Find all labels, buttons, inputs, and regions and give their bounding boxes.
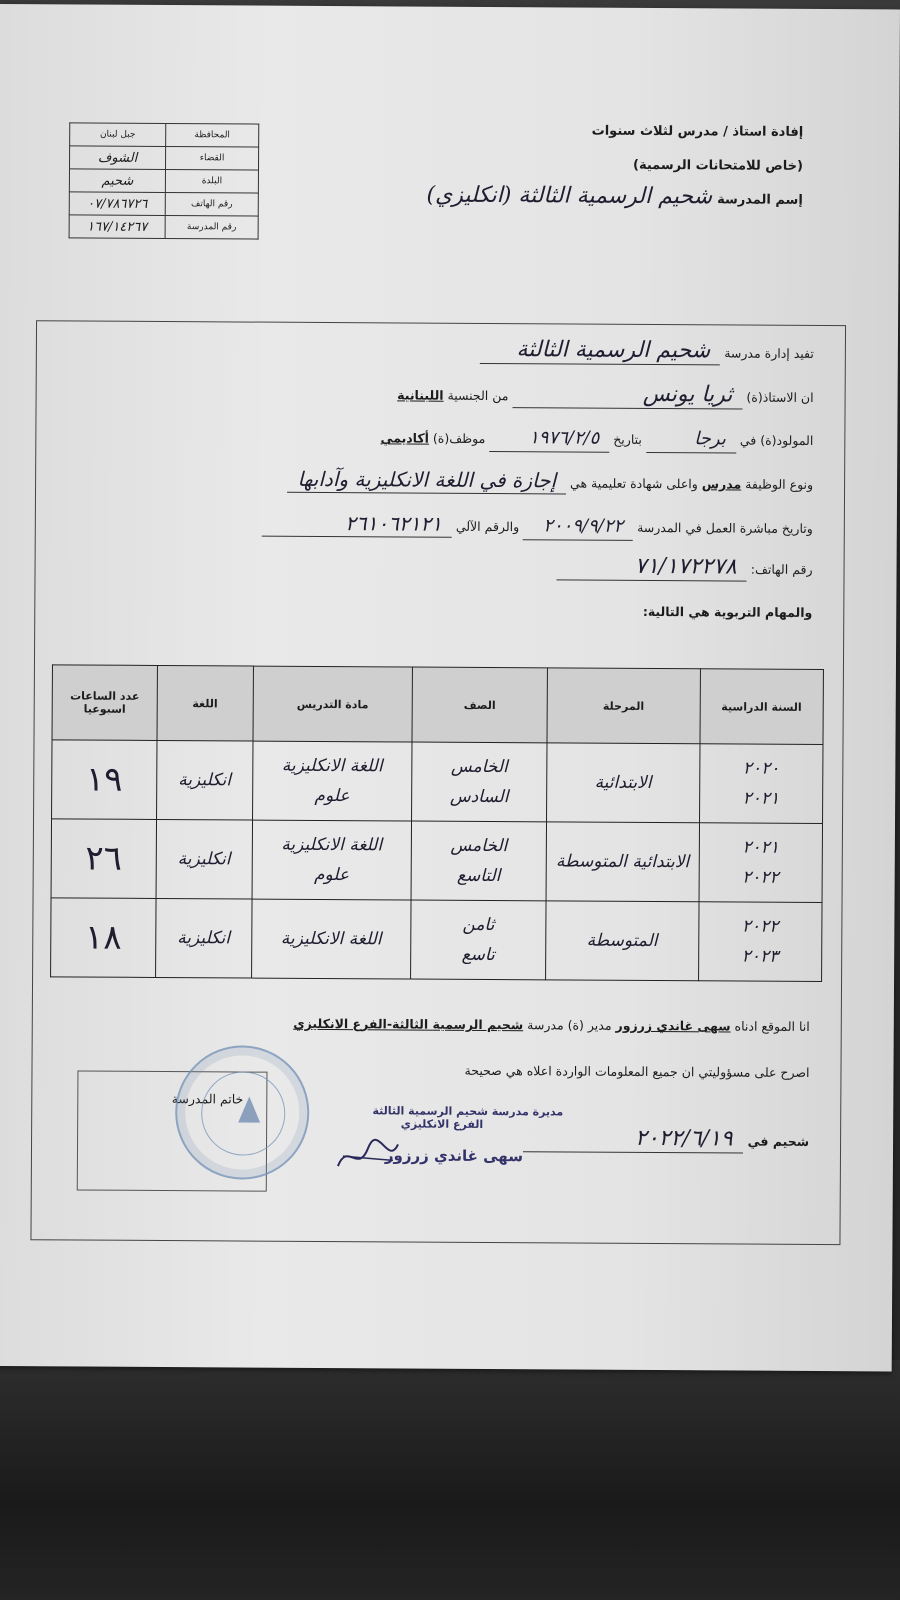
year-end: ٢٠٢٣ [741,946,779,967]
employee-type: أكاديمي [380,430,430,446]
declaration-middle: مدير (ة) مدرسة [527,1017,612,1033]
column-header: اللغة [157,665,253,741]
year-cell [699,823,823,903]
document-subtitle: (خاص للامتحانات الرسمية) [632,157,804,174]
job-type-label: ونوع الوظيفة [745,476,814,492]
class-second: تاسع [461,944,495,966]
stage-cell: المتوسطة [546,901,699,981]
year-start: ٢٠٢٠ [742,758,780,779]
start-date-label: وتاريخ مباشرة العمل في المدرسة [637,519,813,536]
birth-date: ١٩٧٦/٢/٥ [489,425,609,453]
signature-scribble-icon [333,1136,403,1176]
class-first: ثامن [462,914,495,936]
body-line-job [287,466,813,496]
column-header: المرحلة [547,668,700,744]
document-title: إفادة استاذ / مدرس لثلاث سنوات [591,123,804,140]
certificate-label: واعلى شهادة تعليمية هي [570,475,698,492]
signing-date: ٢٠٢٢/٦/١٩ [523,1125,743,1153]
signature-name: سهى غاندي زرزور [384,1146,524,1166]
background-surface [0,1360,900,1600]
school-label: إسم المدرسة [717,192,803,208]
birth-date-label: بتاريخ [613,431,642,447]
body-line-birth [380,424,813,454]
school-name-line [426,183,802,210]
subject-first: اللغة الانكليزية [281,834,383,856]
subject-cell [252,820,412,900]
table-row [52,740,823,824]
stage-cell: الابتدائية المتوسطة [546,822,699,902]
official-seal [175,1045,310,1180]
hours-cell: ١٨ [51,898,156,978]
year-cell [699,744,823,824]
director-name: سهى غاندي زرزور [615,1017,731,1034]
column-header: مادة التدريس [253,666,413,742]
phone-label: رقم الهاتف: [750,561,813,577]
duties-table [50,664,824,982]
info-value: جبل لبنان [70,123,166,147]
table-row [69,169,258,193]
stage-cell: الابتدائية [547,743,700,823]
subject-first: اللغة الانكليزية [280,928,382,950]
column-header: عدد الساعات اسبوعيا [52,665,157,741]
duties-intro [643,604,813,620]
school-info-table [69,122,260,239]
info-value: الشوف [69,146,165,170]
class-cell [411,900,546,980]
hours-cell: ٢٦ [51,819,156,899]
info-label: رقم المدرسة [165,216,258,240]
info-label: رقم الهاتف [165,193,258,217]
teacher-label: ان الاستاذ(ة) [746,389,814,405]
year-cell [698,902,822,982]
year-start: ٢٠٢١ [742,837,779,858]
info-label: المحافظة [166,124,259,148]
birth-place-label: المولود(ة) في [739,432,814,448]
nationality-label: من الجنسية [447,387,509,404]
seal-inner-ring [201,1071,286,1156]
class-second: التاسع [456,865,501,887]
subject-cell [252,741,412,821]
teacher-name: ثريا يونس [512,381,742,409]
body-line-teacher [397,380,814,410]
nationality-value: اللبنانية [397,387,444,403]
year-start: ٢٠٢٢ [741,916,779,937]
school-fill: شحيم الرسمية الثالثة [480,337,720,365]
cedar-icon [238,1096,260,1122]
class-cell [412,742,547,822]
duties-label: والمهام التربوية هي التالية: [642,603,813,620]
info-label: القضاء [165,147,258,171]
language-cell: انكليزية [156,740,252,820]
declaration-line-2: اصرح على مسؤوليتي ان جميع المعلومات الواردة اعلاه هي صحيحة [464,1062,810,1080]
job-type: مدرس [701,476,742,492]
subject-cell [251,899,411,979]
employee-id-label: والرقم الآلي [455,518,520,535]
hours-cell: ١٩ [52,740,157,820]
certificate-value: إجازة في اللغة الانكليزية وآدابها [287,466,566,495]
school-intro-label: تفيد إدارة مدرسة [724,345,814,361]
declaration-line-1 [293,1016,810,1034]
year-end: ٢٠٢٢ [742,867,779,888]
body-line-school [480,337,814,366]
body-line-start [262,510,813,542]
subject-second: علوم [313,864,350,886]
table-row [51,819,822,903]
place-label: شحيم في [747,1133,810,1149]
phone-value: ٧١/١٧٢٢٧٨ [557,553,747,581]
table-row [69,215,258,239]
column-header: السنة الدراسية [700,669,824,745]
place-date-line [523,1125,810,1154]
school-value: شحيم الرسمية الثالثة (انكليزي) [426,182,713,210]
subject-second: علوم [314,785,350,807]
info-value: ٠٧/٧٨٦٧٢٦ [69,192,165,216]
class-cell [411,821,546,901]
start-date: ٢٠٠٩/٩/٢٢ [523,513,633,541]
declaration-prefix: انا الموقع ادناه [734,1018,810,1034]
employee-label: موظف(ة) [432,430,486,446]
info-value: ١٦٧/١٤٢٦٧ [69,215,165,239]
language-cell: انكليزية [156,819,252,899]
column-header: الصف [412,667,547,743]
class-first: الخامس [450,756,508,778]
signature-title: مديرة مدرسة شحيم الرسمية الثالثة [372,1104,564,1119]
table-row [69,146,258,170]
class-second: السادس [449,786,509,808]
table-header-row [52,665,823,745]
class-first: الخامس [450,835,508,857]
document-page [0,4,900,1371]
language-cell: انكليزية [156,898,252,978]
table-row [69,192,258,216]
table-row [70,123,259,147]
stamp-label: خاتم المدرسة [171,1091,244,1107]
birth-place: برجا [646,426,736,454]
table-row [51,898,822,982]
signature-branch: الفرع الانكليزي [400,1117,484,1131]
info-label: البلدة [165,170,258,194]
body-line-phone [557,553,813,582]
employee-id: ٢٦١٠٦٢١٢١ [262,510,452,538]
year-end: ٢٠٢١ [742,788,780,809]
subject-first: اللغة الانكليزية [281,755,383,777]
info-value: شحيم [69,169,165,193]
declaration-school: شحيم الرسمية الثالثة-الفرع الانكليزي [293,1015,524,1033]
